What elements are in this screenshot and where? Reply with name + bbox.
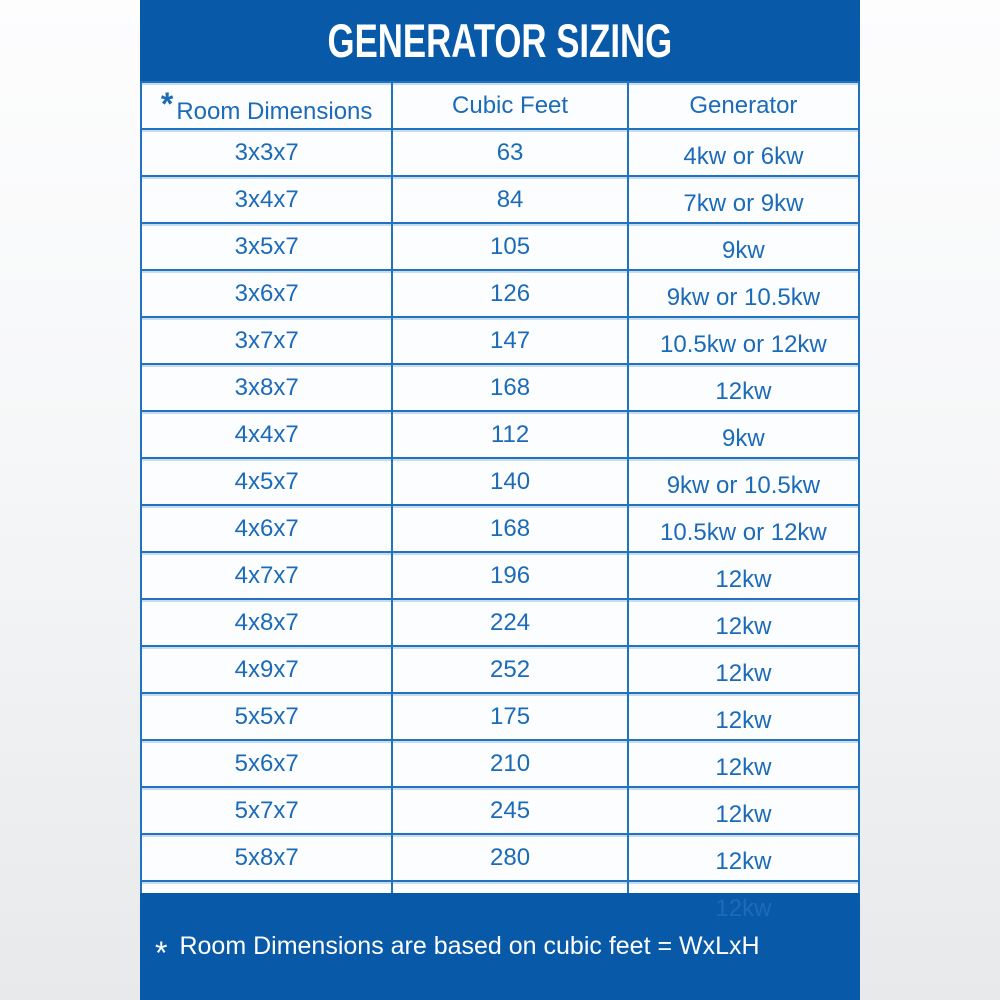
generator-sizing-panel bbox=[140, 0, 860, 1000]
room-dimensions-cell: 5x8x7 bbox=[141, 834, 392, 881]
table-body bbox=[141, 129, 859, 928]
table-wrapper bbox=[140, 81, 860, 922]
generator-cell: 9kw or 10.5kw bbox=[628, 270, 859, 317]
generator-cell: 9kw bbox=[628, 223, 859, 270]
room-dimensions-cell: 4x5x7 bbox=[141, 458, 392, 505]
room-dimensions-cell: 3x6x7 bbox=[141, 270, 392, 317]
table-row bbox=[141, 223, 859, 270]
table-row bbox=[141, 505, 859, 552]
cubic-feet-cell: 84 bbox=[392, 176, 628, 223]
table-row bbox=[141, 270, 859, 317]
room-dimensions-cell: 3x7x7 bbox=[141, 317, 392, 364]
column-header-generator: Generator bbox=[628, 82, 859, 129]
cubic-feet-cell: 210 bbox=[392, 740, 628, 787]
footnote-text: Room Dimensions are based on cubic feet = WxLxH bbox=[179, 932, 760, 960]
table-row bbox=[141, 599, 859, 646]
panel-header bbox=[140, 0, 860, 81]
generator-cell: 10.5kw or 12kw bbox=[628, 317, 859, 364]
cubic-feet-cell: 280 bbox=[392, 834, 628, 881]
table-row bbox=[141, 458, 859, 505]
room-dimensions-cell: 5x7x7 bbox=[141, 787, 392, 834]
cubic-feet-cell: 168 bbox=[392, 364, 628, 411]
panel-footer: * Room Dimensions are based on cubic feet = WxLxH bbox=[140, 893, 860, 1000]
cubic-feet-cell: 252 bbox=[392, 646, 628, 693]
table-row bbox=[141, 787, 859, 834]
room-dimensions-cell: 4x8x7 bbox=[141, 599, 392, 646]
cubic-feet-cell: 112 bbox=[392, 411, 628, 458]
cubic-feet-cell: 168 bbox=[392, 505, 628, 552]
generator-cell: 4kw or 6kw bbox=[628, 129, 859, 176]
table-row bbox=[141, 176, 859, 223]
generator-cell: 9kw or 10.5kw bbox=[628, 458, 859, 505]
generator-cell: 12kw bbox=[628, 693, 859, 740]
room-dimensions-cell: 3x5x7 bbox=[141, 223, 392, 270]
generator-cell: 12kw bbox=[628, 646, 859, 693]
room-dimensions-cell: 3x8x7 bbox=[141, 364, 392, 411]
table-row bbox=[141, 834, 859, 881]
cubic-feet-cell: 126 bbox=[392, 270, 628, 317]
table-row bbox=[141, 552, 859, 599]
table-row bbox=[141, 411, 859, 458]
page-title: GENERATOR SIZING bbox=[327, 14, 673, 67]
generator-cell: 7kw or 9kw bbox=[628, 176, 859, 223]
generator-cell: 10.5kw or 12kw bbox=[628, 505, 859, 552]
cubic-feet-cell: 140 bbox=[392, 458, 628, 505]
generator-cell: 9kw bbox=[628, 411, 859, 458]
column-header-room-dimensions bbox=[141, 82, 392, 129]
column-header-label: Room Dimensions bbox=[176, 97, 373, 125]
generator-cell: 12kw bbox=[628, 740, 859, 787]
table-row bbox=[141, 129, 859, 176]
cubic-feet-cell: 147 bbox=[392, 317, 628, 364]
room-dimensions-cell: 4x7x7 bbox=[141, 552, 392, 599]
table-row bbox=[141, 317, 859, 364]
table-header-row bbox=[141, 82, 859, 129]
cubic-feet-cell: 175 bbox=[392, 693, 628, 740]
room-dimensions-cell: 4x6x7 bbox=[141, 505, 392, 552]
table-row bbox=[141, 364, 859, 411]
room-dimensions-cell: 5x6x7 bbox=[141, 740, 392, 787]
generator-cell: 12kw bbox=[628, 364, 859, 411]
column-header-cubic-feet: Cubic Feet bbox=[392, 82, 628, 129]
room-dimensions-cell: 4x4x7 bbox=[141, 411, 392, 458]
cubic-feet-cell: 224 bbox=[392, 599, 628, 646]
cubic-feet-cell: 63 bbox=[392, 129, 628, 176]
generator-cell: 12kw bbox=[628, 834, 859, 881]
room-dimensions-cell: 3x4x7 bbox=[141, 176, 392, 223]
cubic-feet-cell: 105 bbox=[392, 223, 628, 270]
asterisk-marker: * bbox=[160, 85, 174, 122]
room-dimensions-cell: 5x5x7 bbox=[141, 693, 392, 740]
generator-cell: 12kw bbox=[628, 552, 859, 599]
room-dimensions-cell: 3x3x7 bbox=[141, 129, 392, 176]
generator-cell: 12kw bbox=[628, 599, 859, 646]
room-dimensions-cell: 4x9x7 bbox=[141, 646, 392, 693]
table-row bbox=[141, 693, 859, 740]
table-row bbox=[141, 740, 859, 787]
generator-cell: 12kw bbox=[628, 881, 859, 928]
table-row bbox=[141, 646, 859, 693]
generator-cell: 12kw bbox=[628, 787, 859, 834]
cubic-feet-cell: 245 bbox=[392, 787, 628, 834]
cubic-feet-cell: 196 bbox=[392, 552, 628, 599]
generator-sizing-table bbox=[140, 81, 860, 929]
